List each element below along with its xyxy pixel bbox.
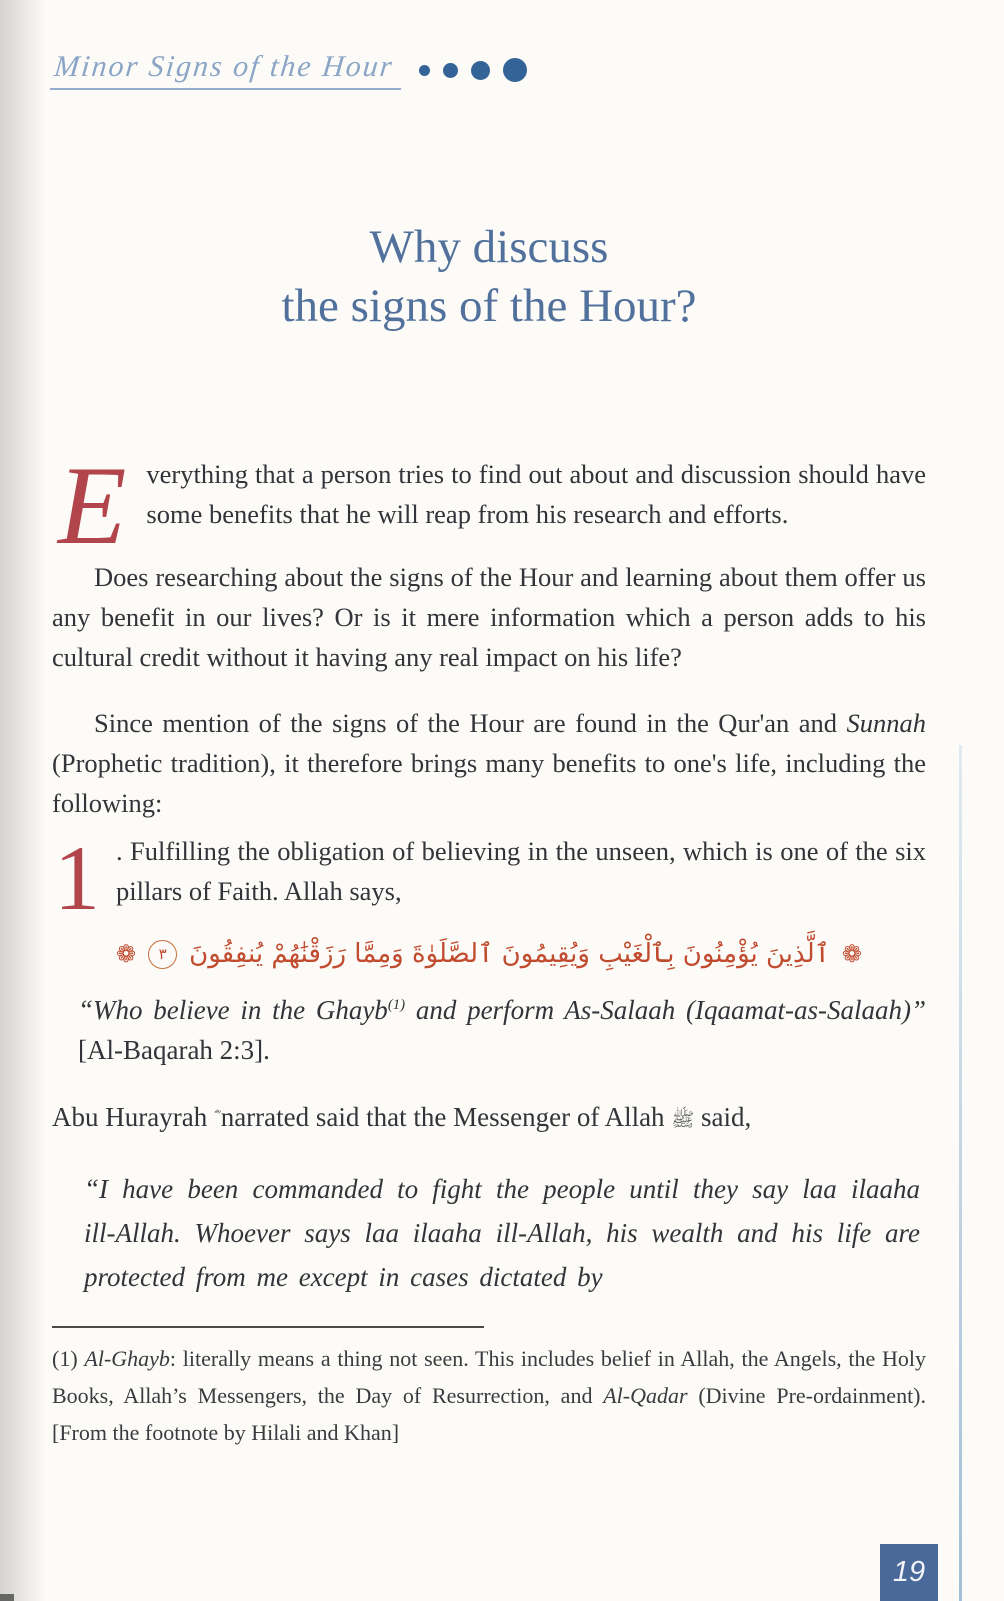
rosette-icon: ❁ <box>841 940 862 968</box>
dot-icon <box>443 63 458 78</box>
footnote-term-alghayb: Al-Ghayb <box>84 1346 170 1371</box>
chapter-title <box>52 218 926 336</box>
honorific-sallallahu-icon: ﷺ <box>671 1109 695 1131</box>
page-number-badge <box>880 1544 938 1601</box>
rosette-icon: ❁ <box>116 940 137 968</box>
hadith-narration-line <box>52 1097 926 1140</box>
narrator-name: Abu Hurayrah <box>52 1102 214 1132</box>
paragraph-since-text-end: (Prophetic tradition), it therefore brings many benefits to one's life, including the following: <box>52 748 926 818</box>
hadith-quote-text: “I have been commanded to fight the people until they say laa ilaaha ill-Allah. Whoever says laa ilaaha ill-Allah, his wealth and his life are protected from me except in cases dictated by <box>84 1174 920 1292</box>
footnote <box>52 1340 926 1451</box>
narration-end: said, <box>694 1102 752 1132</box>
chapter-title-line1: Why discuss <box>369 221 609 273</box>
dot-icon <box>471 61 490 80</box>
footnote-text-end: (Divine Pre-ordainment). [From the footnote by Hilali and Khan] <box>52 1383 927 1445</box>
running-header <box>52 50 926 90</box>
translation-quote-start: “Who believe in the Ghayb <box>78 995 388 1025</box>
running-header-title: Minor Signs of the Hour <box>50 50 406 90</box>
translation-quote-end: and perform As-Salaah (Iqaamat-as-Salaah)” <box>405 995 926 1025</box>
verse-translation <box>52 985 926 1070</box>
quran-verse-arabic: ٱلَّذِينَ يُؤْمِنُونَ بِٱلْغَيْبِ وَيُقِيمُونَ ٱلصَّلَوٰةَ وَمِمَّا رَزَقْنَٰهُمْ يُنفِقُونَ <box>189 939 830 969</box>
footnote-marker: (1) <box>52 1346 85 1371</box>
hadith-quote <box>52 1167 926 1299</box>
dropcap-letter: E <box>58 444 127 568</box>
quran-verse <box>52 937 926 971</box>
list-point-1-text: . Fulfilling the obligation of believing in the unseen, which is one of the six pillars of Faith. Allah says, <box>116 836 926 906</box>
scan-corner-artifact <box>0 1594 14 1601</box>
scan-edge-line <box>959 745 962 1601</box>
narration-middle: narrated said that the Messenger of Allah <box>213 1102 672 1132</box>
chapter-title-line2: the signs of the Hour? <box>281 280 697 332</box>
list-point-1 <box>52 827 926 929</box>
ayah-number-marker: ٣ <box>148 940 177 969</box>
paragraph-intro <box>52 444 926 568</box>
header-dots-icon <box>419 58 527 82</box>
dot-icon <box>503 58 527 82</box>
term-sunnah: Sunnah <box>846 708 926 738</box>
dropcap-number: 1 <box>54 827 100 929</box>
footnote-divider <box>52 1326 484 1328</box>
paragraph-intro-text: verything that a person tries to find out about and discussion should have some benefits that he will reap from his research and efforts. <box>146 459 926 529</box>
footnote-term-alqadar: Al-Qadar <box>603 1383 688 1408</box>
footnote-reference: (1) <box>387 997 406 1013</box>
page-number: 19 <box>892 1556 926 1588</box>
scan-edge-shadow <box>0 0 46 1601</box>
paragraph-question <box>52 557 926 677</box>
dot-icon <box>419 65 430 76</box>
verse-citation: [Al-Baqarah 2:3]. <box>78 1035 270 1065</box>
paragraph-since <box>52 703 926 823</box>
paragraph-question-text: Does researching about the signs of the Hour and learning about them offer us any benefit in our lives? Or is it mere information which a person adds to his cultural credit without it having any real impact on his life? <box>52 562 926 672</box>
paragraph-since-text: Since mention of the signs of the Hour are found in the Qur'an and <box>94 708 847 738</box>
footnote-text: : literally means a thing not seen. This includes belief in Allah, the Angels, the Holy Books, Allah’s Messengers, the Day of Resurrection, and <box>52 1346 926 1408</box>
